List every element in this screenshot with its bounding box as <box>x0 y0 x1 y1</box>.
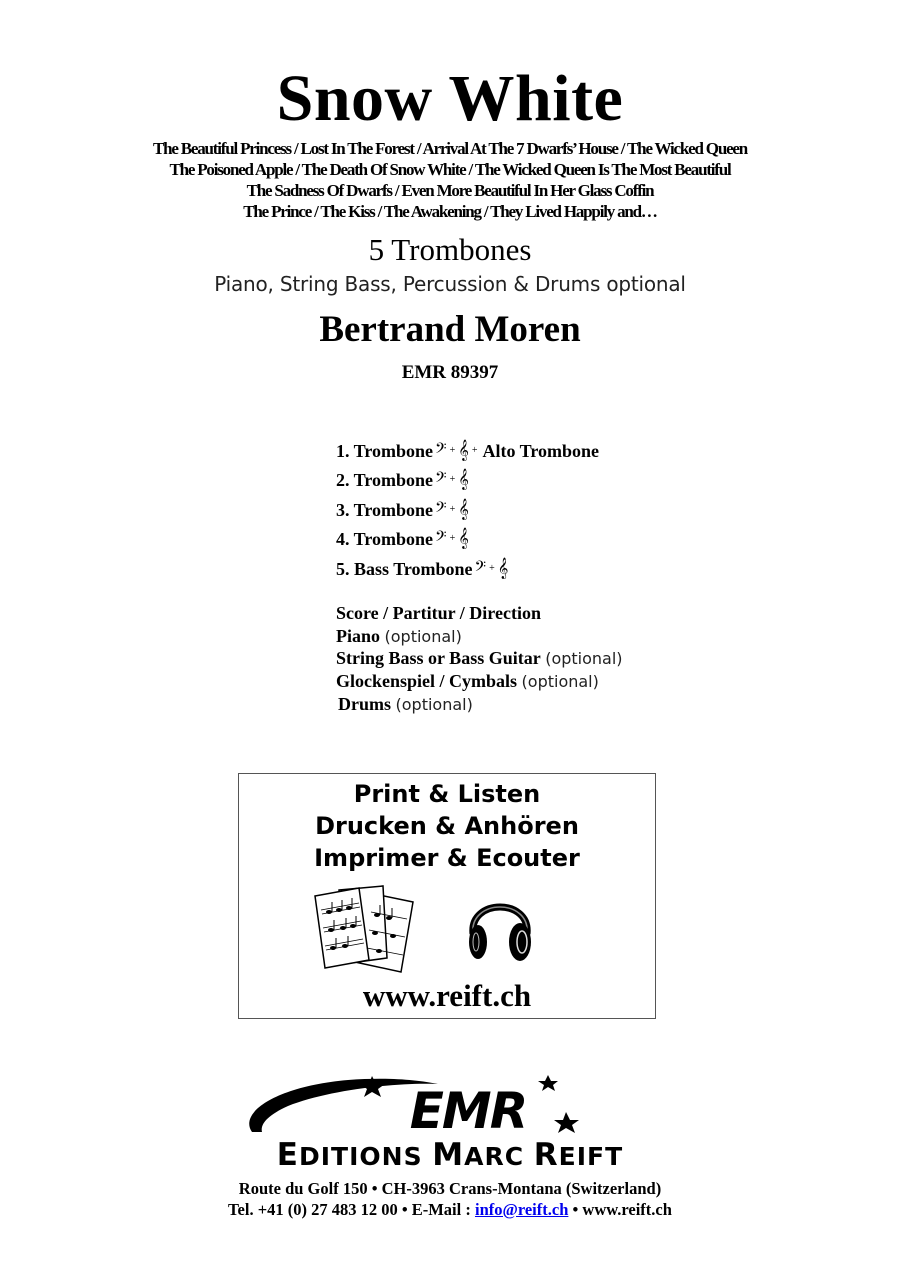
promo-url[interactable]: www.reift.ch <box>362 978 532 1013</box>
plus-sign: + <box>449 533 456 545</box>
extra-note: (optional) <box>395 694 473 714</box>
plus-sign: + <box>449 474 456 486</box>
clef-group <box>435 497 469 523</box>
part-label: 4. Trombone <box>336 529 434 550</box>
catalog-number: EMR 89397 <box>401 362 499 383</box>
bass-clef-icon: 𝄢 <box>435 469 447 491</box>
movement-line: The Prince / The Kiss / The Awakening / They Lived Happily and… <box>243 202 657 221</box>
publisher-address: Route du Golf 150 • CH-3963 Crans-Montana (Switzerland) <box>238 1179 662 1198</box>
publisher-word: ARC <box>464 1142 534 1171</box>
part-item <box>336 554 599 584</box>
part-item <box>336 466 599 496</box>
publisher-word: DITIONS <box>298 1142 433 1171</box>
extra-name: String Bass or Bass Guitar <box>336 648 541 669</box>
instrumentation-title: 5 Trombones <box>368 232 532 267</box>
extra-item <box>336 625 623 648</box>
publisher-initial: R <box>533 1137 559 1173</box>
plus-sign: + <box>489 562 495 574</box>
part-item <box>336 495 599 525</box>
plus-sign: + <box>449 503 456 515</box>
composer-name: Bertrand Moren <box>319 309 581 350</box>
extra-note: (optional) <box>545 649 623 669</box>
headphones-icon <box>465 888 535 964</box>
bass-clef-icon: 𝄢 <box>435 528 447 550</box>
publisher-contact <box>0 1178 900 1220</box>
publisher-initial: E <box>276 1137 299 1173</box>
promo-line: Imprimer & Ecouter <box>314 844 580 872</box>
extra-name: Drums <box>338 693 391 714</box>
extra-name: Piano <box>336 625 381 646</box>
publisher-name <box>0 1137 900 1173</box>
treble-clef-icon: 𝄞 <box>458 528 469 550</box>
movement-line: The Poisoned Apple / The Death Of Snow White / The Wicked Queen Is The Most Beautiful <box>169 160 731 179</box>
movement-line: The Beautiful Princess / Lost In The Forest / Arrival At The 7 Dwarfs’ House / The Wicked Queen <box>152 139 748 158</box>
movement-list <box>0 138 900 222</box>
phone-text: Tel. +41 (0) 27 483 12 00 • E-Mail : <box>228 1200 475 1219</box>
website-text: • www.reift.ch <box>568 1200 672 1219</box>
promo-line: Print & Listen <box>353 780 541 808</box>
bass-clef-icon: 𝄢 <box>474 557 487 579</box>
part-label: 2. Trombone <box>336 470 434 491</box>
emr-logo <box>238 1072 668 1140</box>
extra-item <box>336 693 623 716</box>
part-label: 1. Trombone <box>336 440 434 461</box>
clef-group <box>435 526 469 552</box>
logo-text: EMR <box>409 1082 527 1140</box>
part-item <box>336 525 599 555</box>
publisher-word: EIFT <box>558 1142 624 1171</box>
clef-group <box>475 556 509 582</box>
extra-name: Score / Partitur / Direction <box>336 603 541 623</box>
treble-clef-icon: 𝄞 <box>458 498 469 520</box>
extras-list <box>336 602 623 715</box>
plus-sign: + <box>449 444 456 456</box>
part-label: 5. Bass Trombone <box>336 558 473 579</box>
bass-clef-icon: 𝄢 <box>435 498 447 520</box>
movement-line: The Sadness Of Dwarfs / Even More Beautiful In Her Glass Coffin <box>246 181 654 200</box>
extra-item <box>336 647 623 670</box>
page-title: Snow White <box>276 62 624 135</box>
clef-group <box>435 438 481 464</box>
extra-note: (optional) <box>521 672 599 692</box>
parts-list <box>336 436 599 584</box>
treble-clef-icon: 𝄞 <box>497 557 509 579</box>
instrumentation-subtitle: Piano, String Bass, Percussion & Drums optional <box>214 272 686 296</box>
plus-sign: + <box>471 444 478 456</box>
extra-item <box>336 602 623 625</box>
publisher-initial: M <box>432 1137 465 1173</box>
sheet-music-icon <box>313 884 423 974</box>
part-extra: Alto Trombone <box>482 440 600 461</box>
email-link[interactable]: info@reift.ch <box>474 1200 569 1219</box>
part-item <box>336 436 599 466</box>
treble-clef-icon: 𝄞 <box>458 469 469 491</box>
print-listen-box <box>238 773 656 1019</box>
contact-line <box>0 1199 900 1220</box>
extra-name: Glockenspiel / Cymbals <box>336 671 518 692</box>
treble-clef-icon: 𝄞 <box>458 439 469 461</box>
promo-line: Drucken & Anhören <box>315 812 579 840</box>
bass-clef-icon: 𝄢 <box>435 439 447 461</box>
clef-group <box>435 467 469 493</box>
extra-note: (optional) <box>384 626 462 646</box>
extra-item <box>336 670 623 693</box>
part-label: 3. Trombone <box>336 499 434 520</box>
